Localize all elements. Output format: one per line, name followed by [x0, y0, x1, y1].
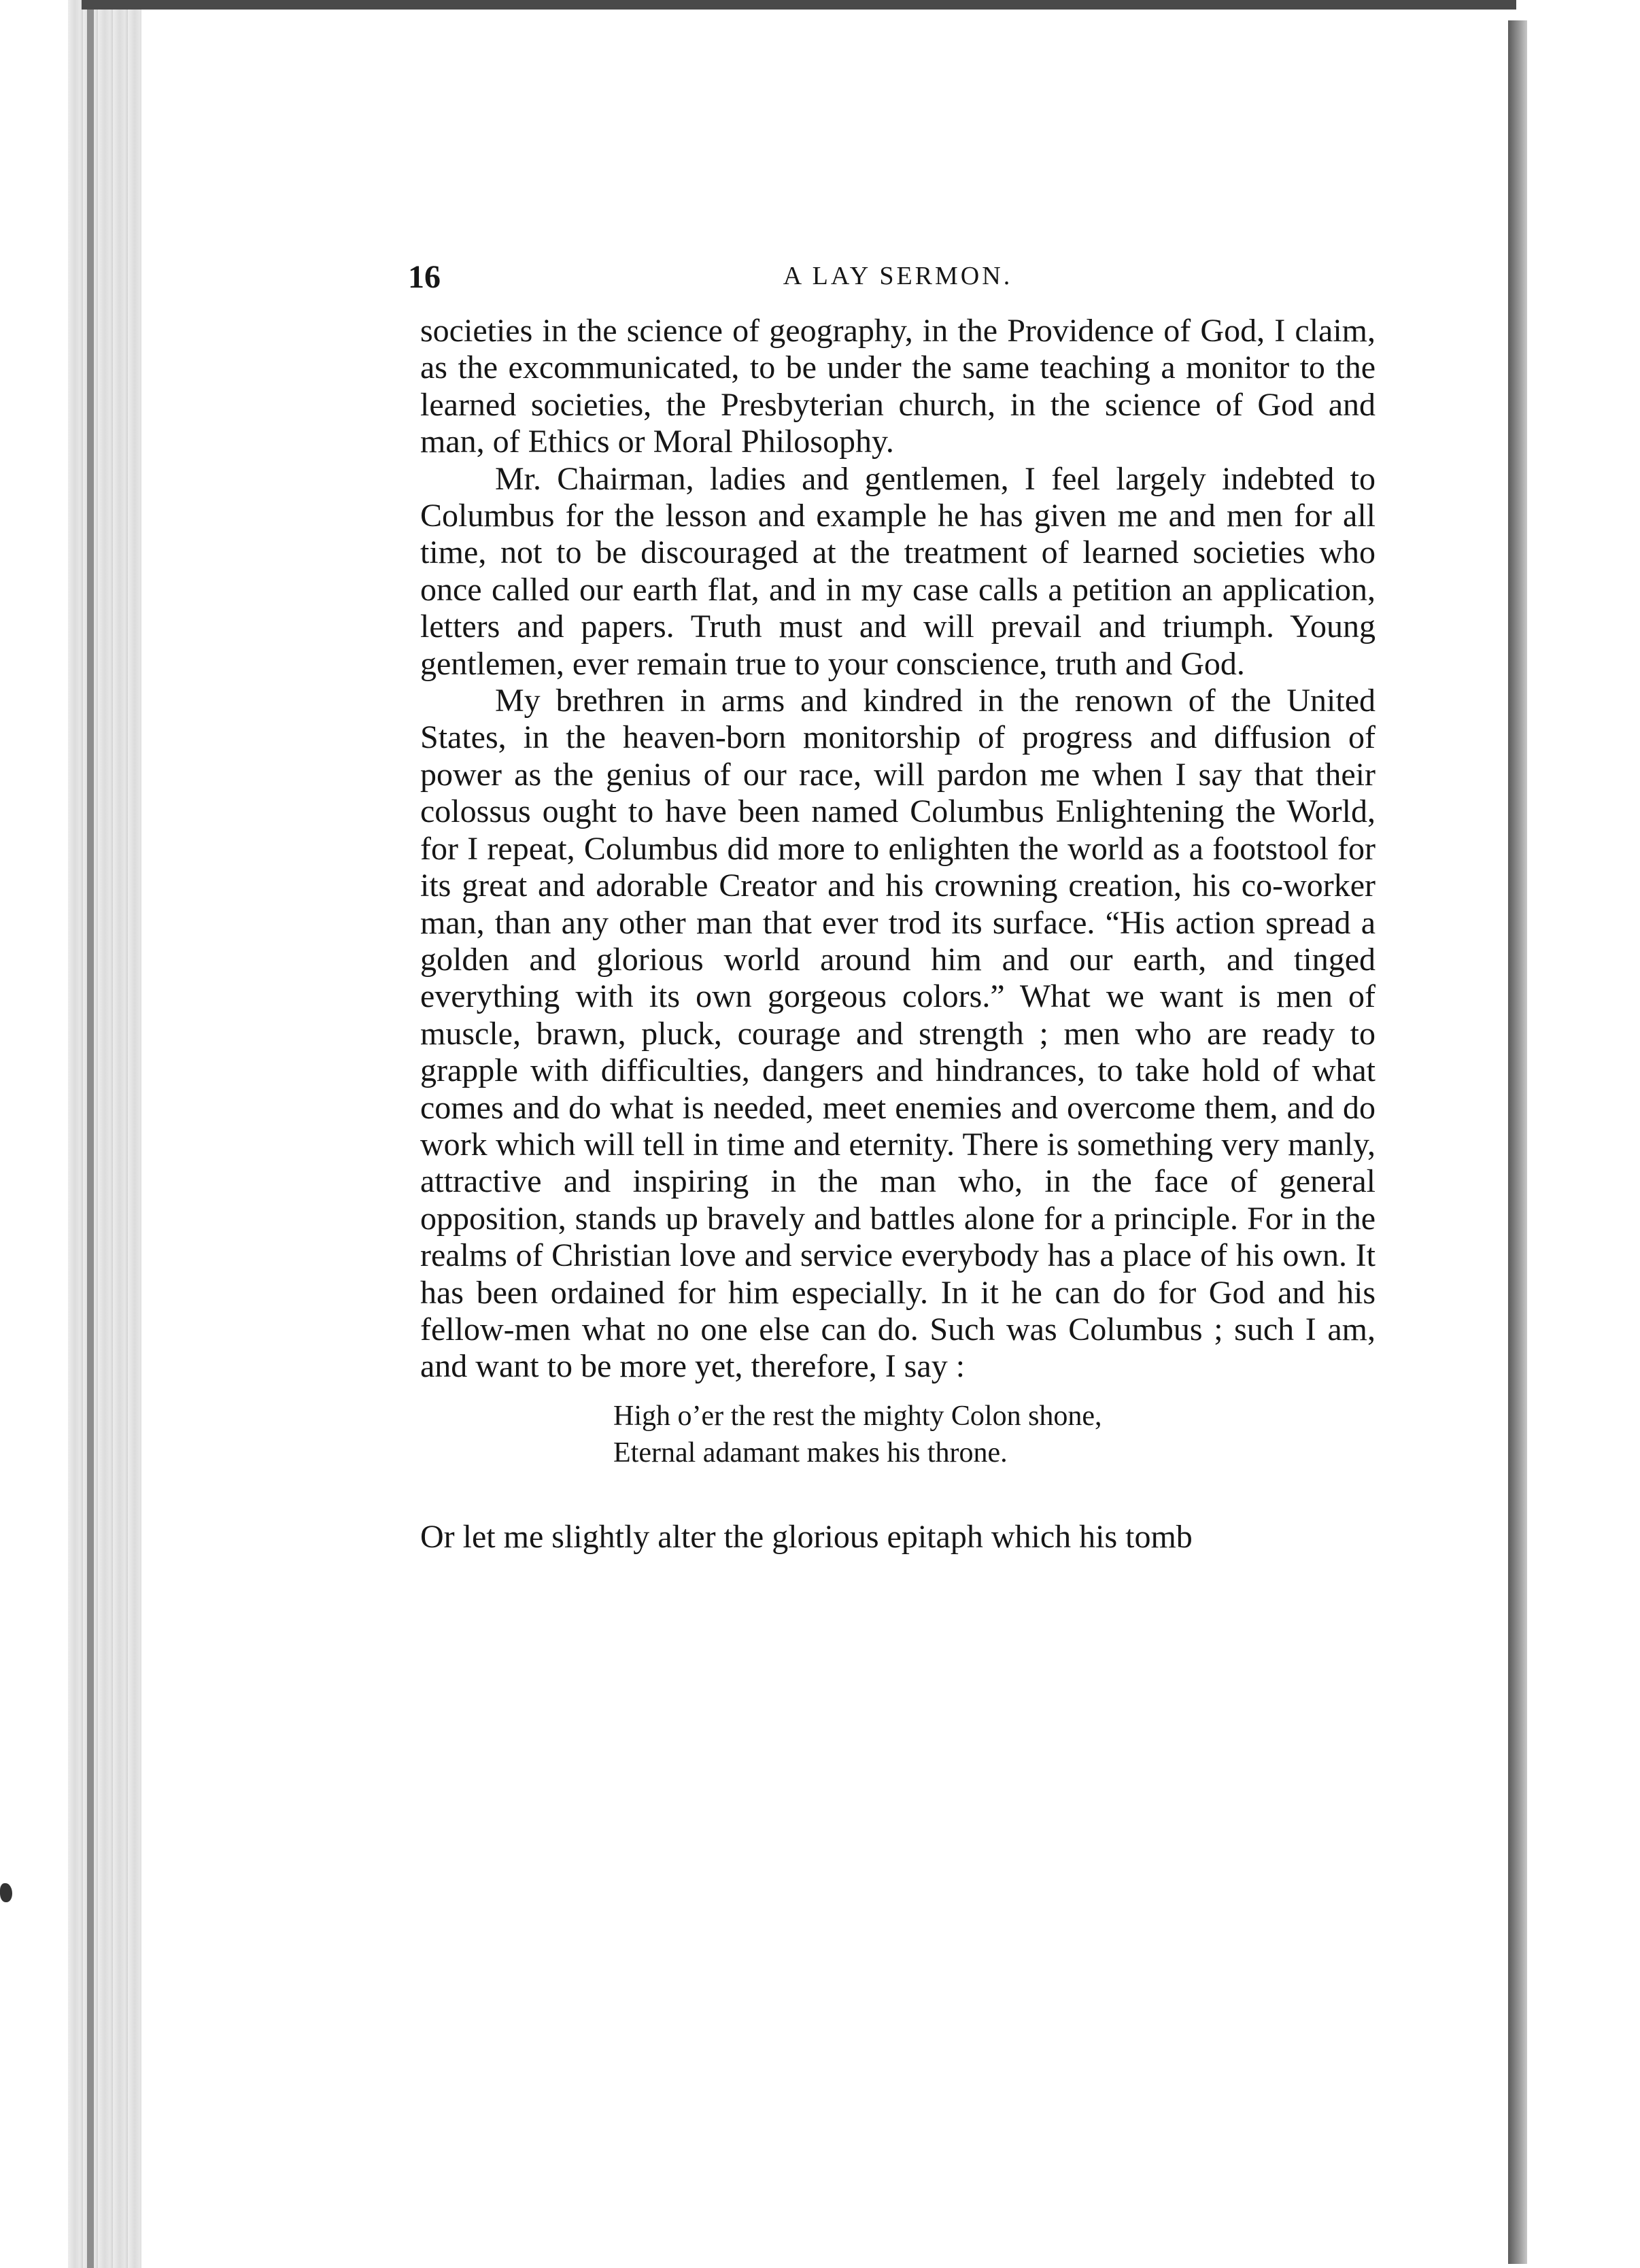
- paragraph: Mr. Chairman, ladies and gentlemen, I feel largely indebted to Columbus for the lesson and example he has given me and men for all time, not to be discouraged at the treatment of learned societies who once called our earth flat, and in my case calls a petition an application, letters and papers. Truth must and will prevail and triumph. Young gentlemen, ever remain true to your conscience, truth and God.: [420, 460, 1376, 682]
- top-border: [82, 0, 1516, 10]
- page-edge-shadow: [87, 0, 94, 2268]
- paragraph: My brethren in arms and kindred in the renown of the United States, in the heaven-born monitorship of progress and diffusion of power as the genius of our race, will pardon me when I say that their colossus ought to have been named Columbus Enlightening the World, for I repeat, Columbus did more to enlighten the world as a footstool for its great and adorable Creator and his crowning creation, his co-worker man, than any other man that ever trod its surface. “His action spread a golden and glorious world around him and our earth, and tinged everything with its own gorgeous colors.” What we want is men of muscle, brawn, pluck, courage and strength ; men who are ready to grapple with difficulties, dangers and hindrances, to take hold of what comes and do what is needed, meet enemies and overcome them, and do work which will tell in time and eternity. There is something very manly, attractive and inspiring in the man who, in the face of general opposition, stands up bravely and battles alone for a principle. For in the realms of Christian love and service everybody has a place of his own. It has been ordained for him especially. In it he can do for God and his fellow-men what no one else can do. Such was Columbus ; such I am, and want to be more yet, therefore, I say :: [420, 683, 1376, 1385]
- verse-line: Eternal adamant makes his throne.: [613, 1437, 1008, 1468]
- closing-line: Or let me slightly alter the glorious epitaph which his tomb: [420, 1518, 1193, 1555]
- paragraph: societies in the science of geography, in the Providence of God, I claim, as the excommunicated, to be under the same teaching a monitor to the learned societies, the Presbyterian church, in the science of God and man, of Ethics or Moral Philosophy.: [420, 313, 1376, 460]
- verse-quote: [613, 1398, 1376, 1471]
- page-number: 16: [408, 259, 441, 295]
- page-header: [408, 258, 1376, 313]
- running-head: A LAY SERMON.: [783, 262, 1013, 290]
- body-text: [420, 313, 1376, 1556]
- book-page: [408, 258, 1376, 1556]
- page-edges: [68, 0, 141, 2268]
- facing-page: [1530, 0, 1640, 2268]
- binding-shadow: [1508, 20, 1527, 2264]
- scan-speck: [0, 1883, 12, 1902]
- verse-line: High o’er the rest the mighty Colon shone,: [613, 1400, 1102, 1432]
